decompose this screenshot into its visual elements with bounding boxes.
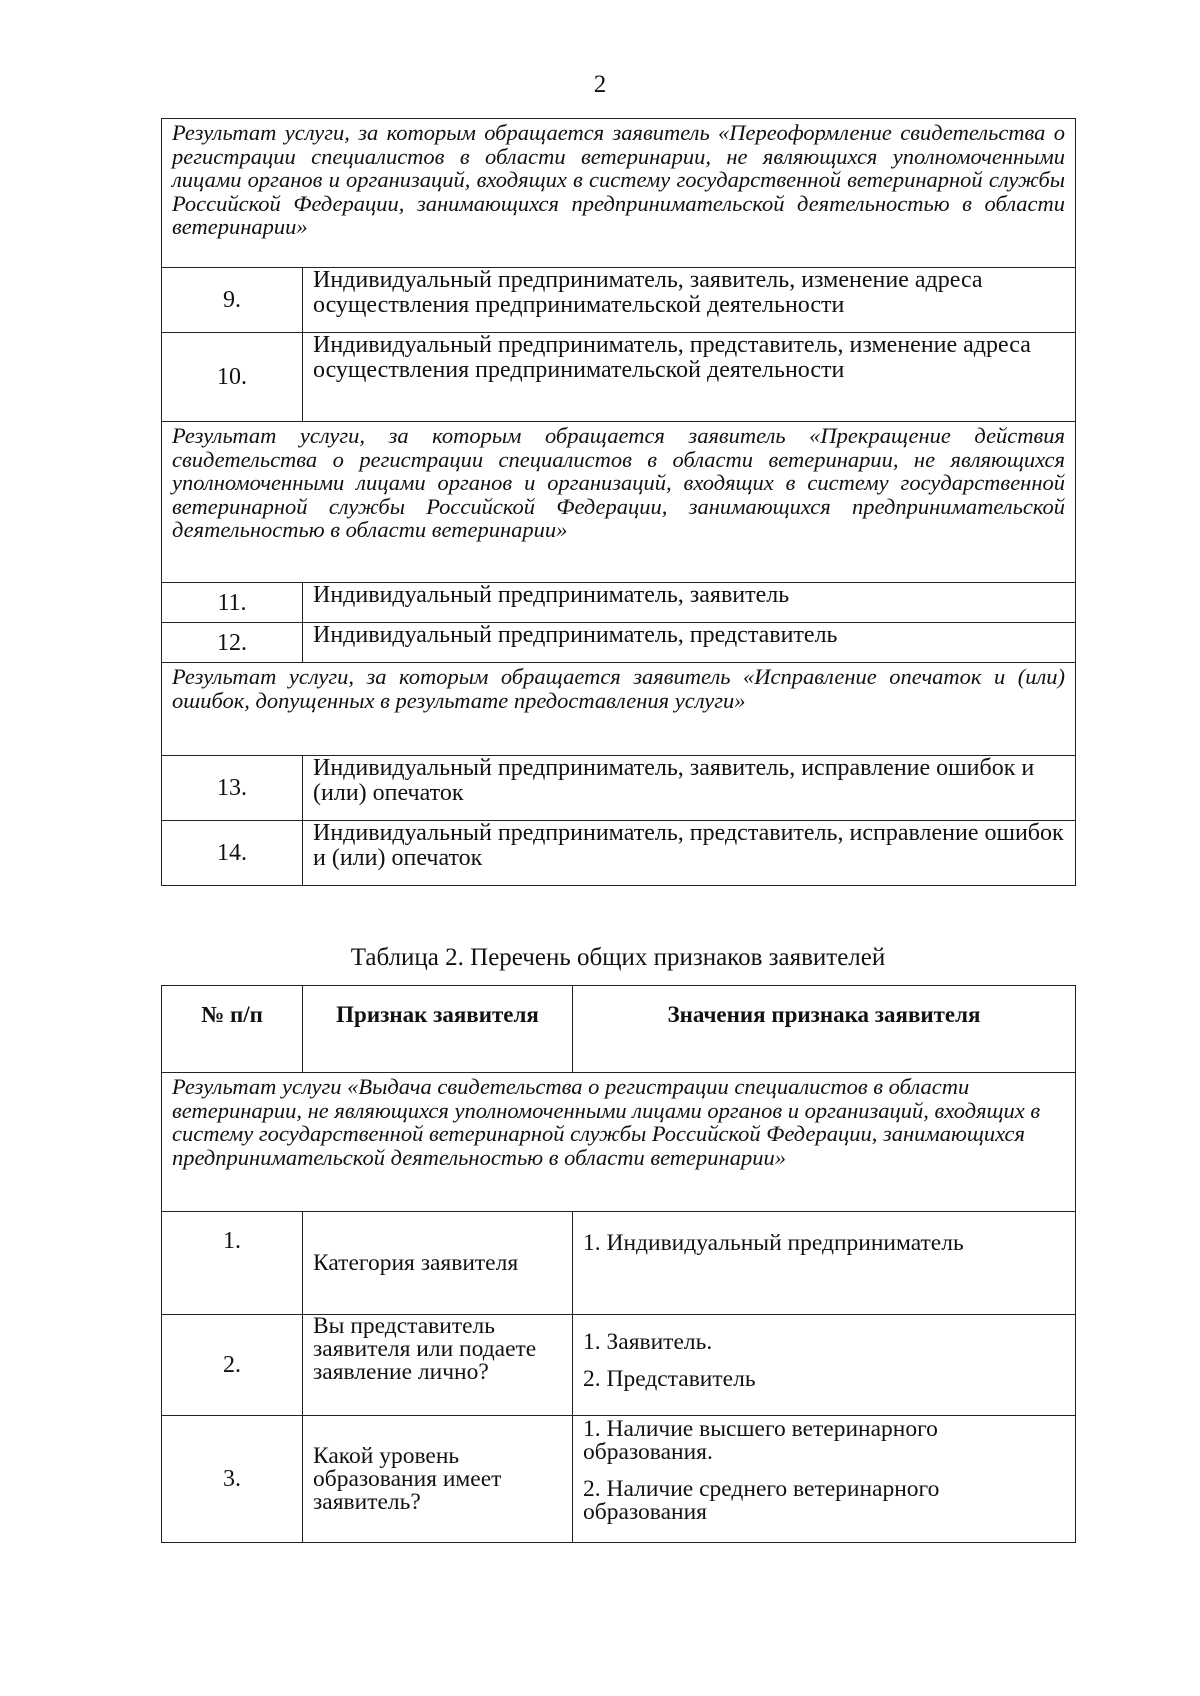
value-item: 2. Наличие среднего ветеринарного образования — [583, 1476, 940, 1525]
value-item: 1. Заявитель. — [583, 1329, 713, 1355]
applicant-features-table — [161, 985, 1076, 1543]
row-description: Индивидуальный предприниматель, заявитель, изменение адреса осуществления предпринимательской деятельности — [303, 268, 1076, 333]
row-number: 14. — [162, 821, 303, 886]
feature-name: Какой уровень образования имеет заявитель? — [303, 1416, 573, 1543]
row-description: Индивидуальный предприниматель, представитель, исправление ошибок и (или) опечаток — [303, 821, 1076, 886]
value-item: 1. Наличие высшего ветеринарного образования. — [583, 1416, 938, 1465]
feature-values — [573, 1315, 1076, 1416]
table-row — [162, 821, 1076, 886]
header-row — [162, 986, 1076, 1073]
column-header-number: № п/п — [162, 986, 303, 1073]
section-heading: Результат услуги, за которым обращается заявитель «Переоформление свидетельства о регистрации специалистов в области ветеринарии, не являющихся уполномоченными лицами органов и организаций, входящих в систему государственной ветеринарной службы Российской Федерации, занимающихся предпринимательской деятельностью в области ветеринарии» — [162, 119, 1076, 268]
table-row — [162, 1416, 1076, 1543]
row-number: 10. — [162, 333, 303, 422]
feature-values — [573, 1416, 1076, 1543]
section-row — [162, 1073, 1076, 1212]
value-item: 1. Индивидуальный предприниматель — [583, 1230, 964, 1256]
applicants-variants-table — [161, 118, 1076, 886]
page-number: 2 — [593, 71, 607, 98]
section-heading: Результат услуги, за которым обращается заявитель «Исправление опечаток и (или) ошибок, допущенных в результате предоставления услуги» — [162, 663, 1076, 756]
row-description: Индивидуальный предприниматель, заявитель, исправление ошибок и (или) опечаток — [303, 756, 1076, 821]
row-number: 12. — [162, 623, 303, 663]
row-description: Индивидуальный предприниматель, представитель — [303, 623, 1076, 663]
row-number: 1. — [162, 1212, 303, 1315]
table-row — [162, 1315, 1076, 1416]
row-number: 3. — [162, 1416, 303, 1543]
value-item: 2. Представитель — [583, 1366, 756, 1392]
row-number: 9. — [162, 268, 303, 333]
row-description: Индивидуальный предприниматель, представитель, изменение адреса осуществления предпринимательской деятельности — [303, 333, 1076, 422]
table-row — [162, 756, 1076, 821]
feature-name: Вы представитель заявителя или подаете заявление лично? — [303, 1315, 573, 1416]
row-number: 2. — [162, 1315, 303, 1416]
feature-name: Категория заявителя — [303, 1212, 573, 1315]
section-row — [162, 119, 1076, 268]
column-header-values: Значения признака заявителя — [573, 986, 1076, 1073]
table-row — [162, 333, 1076, 422]
section-heading: Результат услуги, за которым обращается заявитель «Прекращение действия свидетельства о регистрации специалистов в области ветеринарии, не являющихся уполномоченными лицами органов и организаций, входящих в систему государственной ветеринарной службы Российской Федерации, занимающихся предпринимательской деятельностью в области ветеринарии» — [162, 422, 1076, 583]
section-row — [162, 663, 1076, 756]
table-row — [162, 623, 1076, 663]
feature-values — [573, 1212, 1076, 1315]
section-row — [162, 422, 1076, 583]
table-row — [162, 268, 1076, 333]
section-heading: Результат услуги «Выдача свидетельства о регистрации специалистов в области ветеринарии, не являющихся уполномоченными лицами органов и организаций, входящих в систему государственной ветеринарной службы Российской Федерации, занимающихся предпринимательской деятельностью в области ветеринарии» — [162, 1073, 1076, 1212]
table-row — [162, 1212, 1076, 1315]
row-description: Индивидуальный предприниматель, заявитель — [303, 583, 1076, 623]
table-row — [162, 583, 1076, 623]
column-header-feature: Признак заявителя — [303, 986, 573, 1073]
row-number: 11. — [162, 583, 303, 623]
table-caption: Таблица 2. Перечень общих признаков заявителей — [350, 944, 886, 971]
row-number: 13. — [162, 756, 303, 821]
